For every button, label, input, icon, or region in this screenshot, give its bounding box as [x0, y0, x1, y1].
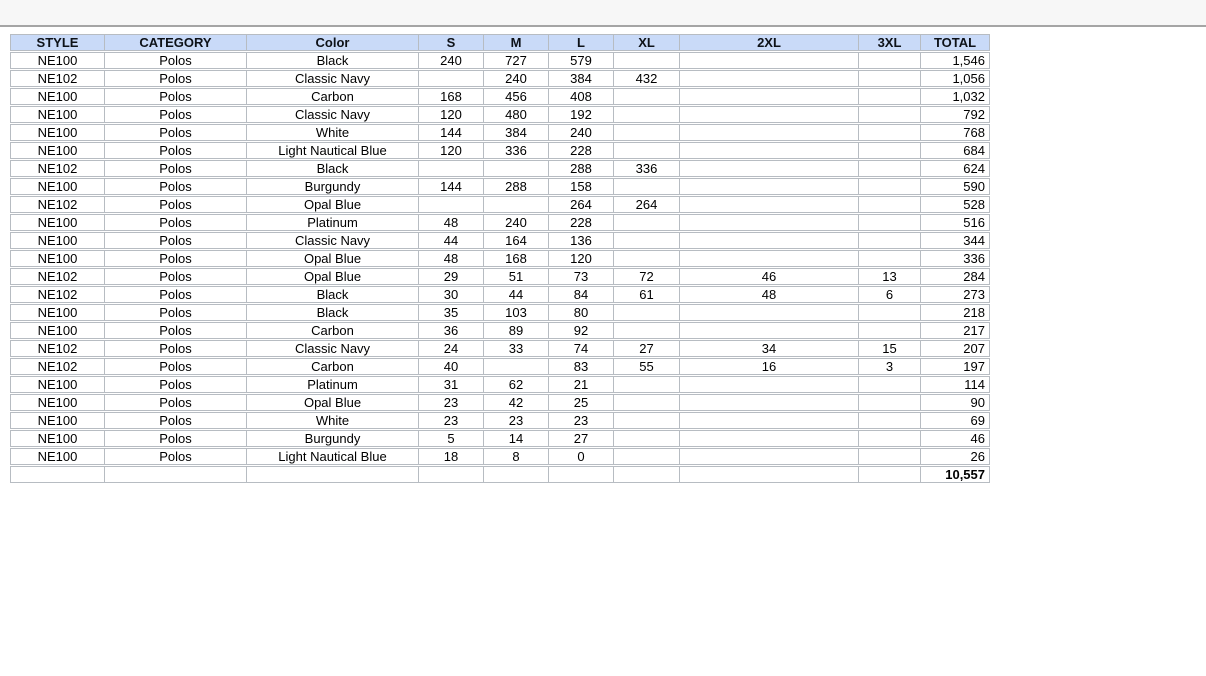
- cell-l: 23: [549, 412, 614, 429]
- cell-category: Polos: [105, 430, 247, 447]
- cell-l: 92: [549, 322, 614, 339]
- table-body: [10, 52, 990, 483]
- cell-s: 5: [419, 430, 484, 447]
- cell-xxl: [680, 52, 859, 69]
- cell-m: 103: [484, 304, 549, 321]
- cell-category: Polos: [105, 250, 247, 267]
- cell-total: 273: [921, 286, 990, 303]
- cell-s: [419, 466, 484, 483]
- cell-xxl: 34: [680, 340, 859, 357]
- table-row: [10, 322, 990, 339]
- cell-color: White: [247, 124, 419, 141]
- cell-xl: [614, 304, 680, 321]
- cell-xxl: [680, 232, 859, 249]
- cell-xxxl: [859, 304, 921, 321]
- cell-l: 408: [549, 88, 614, 105]
- cell-style: NE100: [10, 412, 105, 429]
- column-header-l: L: [549, 34, 614, 51]
- cell-total: 792: [921, 106, 990, 123]
- cell-xl: 432: [614, 70, 680, 87]
- cell-s: 23: [419, 412, 484, 429]
- cell-category: Polos: [105, 394, 247, 411]
- cell-xxl: [680, 412, 859, 429]
- cell-m: 336: [484, 142, 549, 159]
- table-row: [10, 430, 990, 447]
- table-row: [10, 160, 990, 177]
- cell-color: [247, 466, 419, 483]
- cell-l: 80: [549, 304, 614, 321]
- cell-color: White: [247, 412, 419, 429]
- header-row: [10, 34, 990, 51]
- cell-s: 144: [419, 124, 484, 141]
- cell-xxxl: [859, 124, 921, 141]
- cell-total: 336: [921, 250, 990, 267]
- cell-color: Light Nautical Blue: [247, 142, 419, 159]
- cell-style: NE100: [10, 124, 105, 141]
- cell-xl: 55: [614, 358, 680, 375]
- cell-m: 164: [484, 232, 549, 249]
- table-row: [10, 214, 990, 231]
- cell-l: 21: [549, 376, 614, 393]
- cell-color: Burgundy: [247, 178, 419, 195]
- cell-color: Platinum: [247, 214, 419, 231]
- cell-m: 42: [484, 394, 549, 411]
- cell-m: 89: [484, 322, 549, 339]
- cell-category: Polos: [105, 214, 247, 231]
- cell-total: 590: [921, 178, 990, 195]
- cell-xl: [614, 250, 680, 267]
- cell-style: NE100: [10, 232, 105, 249]
- cell-style: NE100: [10, 250, 105, 267]
- cell-xxl: 16: [680, 358, 859, 375]
- column-header-category: CATEGORY: [105, 34, 247, 51]
- cell-xxl: [680, 124, 859, 141]
- cell-s: [419, 196, 484, 213]
- cell-xl: [614, 412, 680, 429]
- cell-color: Classic Navy: [247, 232, 419, 249]
- cell-color: Black: [247, 286, 419, 303]
- cell-l: 158: [549, 178, 614, 195]
- cell-l: 192: [549, 106, 614, 123]
- cell-total: 528: [921, 196, 990, 213]
- cell-s: 31: [419, 376, 484, 393]
- cell-m: 62: [484, 376, 549, 393]
- cell-total: 684: [921, 142, 990, 159]
- cell-color: Classic Navy: [247, 340, 419, 357]
- cell-s: 168: [419, 88, 484, 105]
- table-row: [10, 250, 990, 267]
- cell-total: 46: [921, 430, 990, 447]
- cell-color: Carbon: [247, 358, 419, 375]
- cell-color: Opal Blue: [247, 196, 419, 213]
- cell-m: [484, 196, 549, 213]
- cell-category: Polos: [105, 70, 247, 87]
- column-header-style: STYLE: [10, 34, 105, 51]
- cell-total: 90: [921, 394, 990, 411]
- table-row: [10, 304, 990, 321]
- cell-l: 84: [549, 286, 614, 303]
- cell-category: Polos: [105, 124, 247, 141]
- cell-style: [10, 466, 105, 483]
- cell-total: 218: [921, 304, 990, 321]
- column-header-xxxl: 3XL: [859, 34, 921, 51]
- cell-xxxl: [859, 430, 921, 447]
- cell-m: 168: [484, 250, 549, 267]
- cell-xxl: [680, 322, 859, 339]
- cell-color: Platinum: [247, 376, 419, 393]
- grand-total-row: [10, 466, 990, 483]
- cell-xxxl: [859, 214, 921, 231]
- cell-category: Polos: [105, 268, 247, 285]
- cell-xxl: [680, 394, 859, 411]
- table-row: [10, 412, 990, 429]
- cell-color: Black: [247, 304, 419, 321]
- cell-m: 240: [484, 70, 549, 87]
- cell-color: Black: [247, 52, 419, 69]
- cell-category: Polos: [105, 448, 247, 465]
- cell-color: Light Nautical Blue: [247, 448, 419, 465]
- column-header-color: Color: [247, 34, 419, 51]
- cell-category: Polos: [105, 286, 247, 303]
- cell-color: Opal Blue: [247, 250, 419, 267]
- cell-category: Polos: [105, 304, 247, 321]
- cell-s: 44: [419, 232, 484, 249]
- cell-xxxl: [859, 196, 921, 213]
- cell-xl: [614, 322, 680, 339]
- cell-xxxl: [859, 88, 921, 105]
- cell-color: Black: [247, 160, 419, 177]
- cell-style: NE100: [10, 448, 105, 465]
- cell-category: [105, 466, 247, 483]
- cell-xxxl: [859, 376, 921, 393]
- cell-style: NE100: [10, 394, 105, 411]
- cell-m: [484, 160, 549, 177]
- cell-category: Polos: [105, 88, 247, 105]
- table-row: [10, 52, 990, 69]
- cell-m: [484, 466, 549, 483]
- cell-s: 30: [419, 286, 484, 303]
- cell-m: 33: [484, 340, 549, 357]
- cell-l: 579: [549, 52, 614, 69]
- cell-xxxl: [859, 52, 921, 69]
- cell-xl: 61: [614, 286, 680, 303]
- cell-total: 768: [921, 124, 990, 141]
- cell-xxl: [680, 160, 859, 177]
- cell-xxxl: [859, 250, 921, 267]
- cell-xl: [614, 214, 680, 231]
- cell-l: 288: [549, 160, 614, 177]
- cell-color: Classic Navy: [247, 106, 419, 123]
- cell-color: Carbon: [247, 88, 419, 105]
- browser-chrome-strip: [0, 0, 1206, 27]
- cell-color: Burgundy: [247, 430, 419, 447]
- cell-xxl: [680, 196, 859, 213]
- cell-total: 217: [921, 322, 990, 339]
- cell-m: 8: [484, 448, 549, 465]
- cell-xxxl: [859, 448, 921, 465]
- table-row: [10, 232, 990, 249]
- cell-l: 240: [549, 124, 614, 141]
- cell-xl: [614, 466, 680, 483]
- table-row: [10, 448, 990, 465]
- cell-m: 456: [484, 88, 549, 105]
- table-row: [10, 340, 990, 357]
- cell-total: 284: [921, 268, 990, 285]
- cell-style: NE100: [10, 322, 105, 339]
- cell-l: 74: [549, 340, 614, 357]
- cell-xxxl: 15: [859, 340, 921, 357]
- table-row: [10, 106, 990, 123]
- cell-s: 144: [419, 178, 484, 195]
- cell-s: 35: [419, 304, 484, 321]
- cell-xxl: [680, 214, 859, 231]
- cell-category: Polos: [105, 340, 247, 357]
- cell-style: NE100: [10, 52, 105, 69]
- cell-xxxl: [859, 466, 921, 483]
- cell-category: Polos: [105, 322, 247, 339]
- cell-style: NE100: [10, 430, 105, 447]
- cell-l: 27: [549, 430, 614, 447]
- cell-style: NE102: [10, 160, 105, 177]
- table-row: [10, 124, 990, 141]
- table-row: [10, 88, 990, 105]
- cell-total: 114: [921, 376, 990, 393]
- table-row: [10, 286, 990, 303]
- cell-xxxl: 3: [859, 358, 921, 375]
- cell-xxxl: [859, 106, 921, 123]
- cell-xxl: [680, 304, 859, 321]
- cell-color: Opal Blue: [247, 268, 419, 285]
- cell-xl: 336: [614, 160, 680, 177]
- cell-xl: [614, 88, 680, 105]
- cell-xxl: [680, 448, 859, 465]
- cell-l: 83: [549, 358, 614, 375]
- cell-category: Polos: [105, 142, 247, 159]
- cell-xl: [614, 106, 680, 123]
- column-header-total: TOTAL: [921, 34, 990, 51]
- cell-total: 1,546: [921, 52, 990, 69]
- cell-xl: 264: [614, 196, 680, 213]
- cell-l: 120: [549, 250, 614, 267]
- cell-style: NE100: [10, 214, 105, 231]
- cell-m: 384: [484, 124, 549, 141]
- cell-xxxl: [859, 232, 921, 249]
- cell-xxl: [680, 178, 859, 195]
- cell-s: 40: [419, 358, 484, 375]
- cell-total: 516: [921, 214, 990, 231]
- cell-m: 51: [484, 268, 549, 285]
- cell-style: NE102: [10, 358, 105, 375]
- cell-xl: [614, 430, 680, 447]
- cell-style: NE100: [10, 142, 105, 159]
- cell-color: Classic Navy: [247, 70, 419, 87]
- cell-s: 48: [419, 250, 484, 267]
- cell-m: 14: [484, 430, 549, 447]
- table-row: [10, 376, 990, 393]
- cell-style: NE100: [10, 178, 105, 195]
- table-row: [10, 196, 990, 213]
- cell-color: Opal Blue: [247, 394, 419, 411]
- cell-xxl: [680, 430, 859, 447]
- cell-xl: [614, 124, 680, 141]
- cell-s: 18: [419, 448, 484, 465]
- cell-total: 344: [921, 232, 990, 249]
- cell-xxl: [680, 376, 859, 393]
- cell-style: NE100: [10, 88, 105, 105]
- cell-xxxl: [859, 142, 921, 159]
- cell-l: [549, 466, 614, 483]
- column-header-m: M: [484, 34, 549, 51]
- cell-xxxl: 6: [859, 286, 921, 303]
- cell-category: Polos: [105, 412, 247, 429]
- column-header-xxl: 2XL: [680, 34, 859, 51]
- cell-m: 23: [484, 412, 549, 429]
- cell-style: NE102: [10, 286, 105, 303]
- cell-total: 624: [921, 160, 990, 177]
- cell-category: Polos: [105, 178, 247, 195]
- cell-color: Carbon: [247, 322, 419, 339]
- cell-l: 73: [549, 268, 614, 285]
- table-row: [10, 142, 990, 159]
- cell-category: Polos: [105, 376, 247, 393]
- cell-xl: 27: [614, 340, 680, 357]
- cell-xxl: 48: [680, 286, 859, 303]
- cell-m: 44: [484, 286, 549, 303]
- table-row: [10, 178, 990, 195]
- cell-xxxl: [859, 178, 921, 195]
- cell-style: NE100: [10, 376, 105, 393]
- cell-xxl: [680, 142, 859, 159]
- cell-xxxl: [859, 70, 921, 87]
- cell-xxxl: [859, 412, 921, 429]
- cell-xxxl: [859, 322, 921, 339]
- cell-style: NE102: [10, 340, 105, 357]
- cell-xl: 72: [614, 268, 680, 285]
- cell-category: Polos: [105, 232, 247, 249]
- column-header-xl: XL: [614, 34, 680, 51]
- cell-xxxl: [859, 160, 921, 177]
- cell-style: NE102: [10, 196, 105, 213]
- cell-xl: [614, 394, 680, 411]
- cell-xxl: [680, 106, 859, 123]
- cell-category: Polos: [105, 160, 247, 177]
- cell-total: 1,056: [921, 70, 990, 87]
- cell-s: 29: [419, 268, 484, 285]
- table-row: [10, 70, 990, 87]
- grand-total-cell: 10,557: [921, 466, 990, 483]
- cell-total: 197: [921, 358, 990, 375]
- cell-xxl: [680, 250, 859, 267]
- cell-xl: [614, 376, 680, 393]
- cell-style: NE102: [10, 268, 105, 285]
- table-row: [10, 268, 990, 285]
- cell-total: 69: [921, 412, 990, 429]
- cell-xl: [614, 142, 680, 159]
- cell-xxl: 46: [680, 268, 859, 285]
- cell-l: 228: [549, 214, 614, 231]
- cell-category: Polos: [105, 106, 247, 123]
- cell-m: 288: [484, 178, 549, 195]
- cell-s: 23: [419, 394, 484, 411]
- cell-l: 0: [549, 448, 614, 465]
- cell-xxl: [680, 466, 859, 483]
- cell-total: 26: [921, 448, 990, 465]
- cell-m: [484, 358, 549, 375]
- cell-xl: [614, 232, 680, 249]
- cell-xl: [614, 448, 680, 465]
- cell-xxl: [680, 70, 859, 87]
- cell-l: 136: [549, 232, 614, 249]
- cell-s: 24: [419, 340, 484, 357]
- cell-xxl: [680, 88, 859, 105]
- cell-s: 120: [419, 142, 484, 159]
- cell-s: 120: [419, 106, 484, 123]
- cell-m: 480: [484, 106, 549, 123]
- cell-s: [419, 160, 484, 177]
- cell-l: 228: [549, 142, 614, 159]
- cell-category: Polos: [105, 196, 247, 213]
- cell-style: NE102: [10, 70, 105, 87]
- cell-m: 240: [484, 214, 549, 231]
- sheet-area: [0, 27, 1206, 484]
- cell-category: Polos: [105, 52, 247, 69]
- cell-l: 384: [549, 70, 614, 87]
- cell-xl: [614, 52, 680, 69]
- cell-category: Polos: [105, 358, 247, 375]
- table-row: [10, 394, 990, 411]
- cell-xxxl: [859, 394, 921, 411]
- cell-s: 36: [419, 322, 484, 339]
- cell-s: 240: [419, 52, 484, 69]
- cell-l: 264: [549, 196, 614, 213]
- cell-s: 48: [419, 214, 484, 231]
- cell-l: 25: [549, 394, 614, 411]
- cell-total: 1,032: [921, 88, 990, 105]
- table-header: [10, 34, 990, 51]
- column-header-s: S: [419, 34, 484, 51]
- cell-style: NE100: [10, 304, 105, 321]
- table-row: [10, 358, 990, 375]
- cell-s: [419, 70, 484, 87]
- cell-total: 207: [921, 340, 990, 357]
- cell-style: NE100: [10, 106, 105, 123]
- cell-xxxl: 13: [859, 268, 921, 285]
- cell-xl: [614, 178, 680, 195]
- inventory-table: [10, 33, 990, 484]
- cell-m: 727: [484, 52, 549, 69]
